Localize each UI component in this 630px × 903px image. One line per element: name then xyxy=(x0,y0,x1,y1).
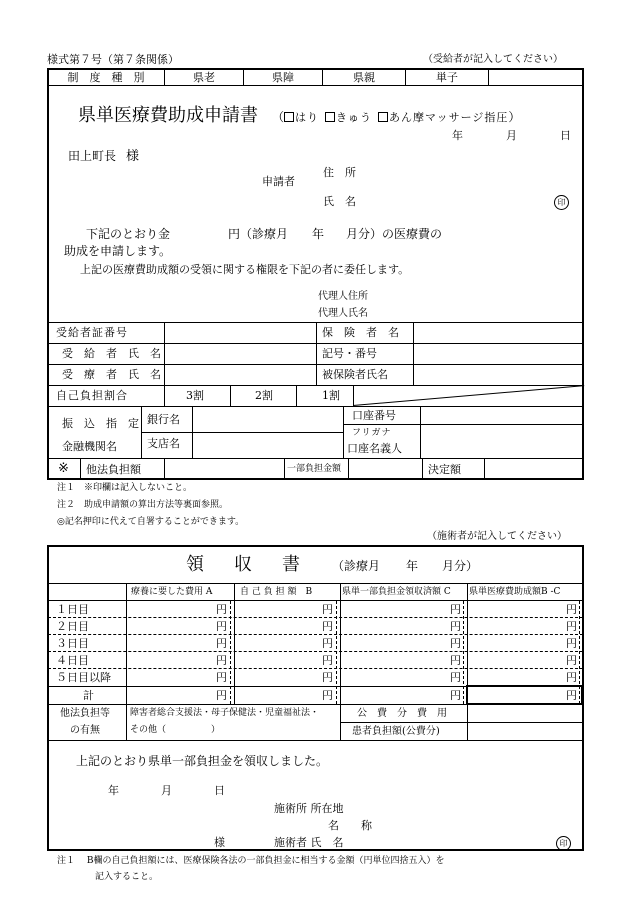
practitioner-note: （施術者が記入してください） xyxy=(427,531,567,542)
checkbox-anma[interactable] xyxy=(378,112,388,122)
other-label-1: 他法負担等 xyxy=(60,708,110,719)
received-text: 上記のとおり県単一部負担金を領収しました。 xyxy=(76,754,329,768)
furigana-label: フリガナ xyxy=(352,428,392,438)
facility-address-label: 施術所 所在地 xyxy=(274,802,344,815)
row-label: ３日目 xyxy=(56,637,89,650)
yen-unit: 円 xyxy=(450,689,461,702)
yen-unit: 円 xyxy=(216,603,227,616)
name-label: 氏 名 xyxy=(323,195,356,208)
yen-unit: 円 xyxy=(216,671,227,684)
account-number-label: 口座番号 xyxy=(352,409,396,422)
recipient-name-label: 受 給 者 氏 名 xyxy=(62,347,161,360)
applicant-label: 申請者 xyxy=(262,175,295,188)
row-label: ２日目 xyxy=(56,620,89,633)
branch-label: 支店名 xyxy=(147,437,180,450)
col-a-header: 療養に要した費用 A xyxy=(131,587,213,597)
yen-unit: 円 xyxy=(216,689,227,702)
system-option-tanshi[interactable]: 単子 xyxy=(436,71,458,84)
public-expense-label: 公 費 分 費 用 xyxy=(357,708,447,719)
copay-3[interactable]: 3割 xyxy=(186,389,204,402)
sama-label: 様 xyxy=(214,836,225,849)
date-year: 年 xyxy=(452,129,463,142)
yen-unit: 円 xyxy=(566,637,577,650)
receipt-month: 月 xyxy=(161,784,172,797)
other-payment-label: 他法負担額 xyxy=(86,463,141,476)
note-1: 注１ ※印欄は記入しないこと。 xyxy=(57,483,193,493)
filler-note: （受給者が記入してください） xyxy=(423,54,563,65)
system-option-kenshin[interactable]: 県親 xyxy=(353,71,375,84)
insurer-label: 保 険 者 名 xyxy=(322,326,399,339)
yen-unit: 円 xyxy=(566,671,577,684)
yen-unit: 円 xyxy=(566,654,577,667)
body-line2: 助成を申請します。 xyxy=(64,244,172,258)
yen-unit: 円 xyxy=(566,689,577,702)
yen-unit: 円 xyxy=(450,620,461,633)
other-law-2: その他（ ） xyxy=(130,725,221,735)
col-c-header: 県単一部負担金領収済額 C xyxy=(342,587,451,597)
transfer-label: 振 込 指 定 xyxy=(62,417,139,430)
yen-unit: 円 xyxy=(322,671,333,684)
system-option-kenro[interactable]: 県老 xyxy=(193,71,215,84)
bank-label: 銀行名 xyxy=(147,413,180,426)
account-holder-label: 口座名義人 xyxy=(347,442,402,455)
yen-unit: 円 xyxy=(216,654,227,667)
body-amount: 下記のとおり金 円（診療月 年 月分）の医療費の xyxy=(86,227,443,241)
system-label: 制 度 種 別 xyxy=(67,71,145,84)
yen-unit: 円 xyxy=(450,603,461,616)
symbol-number-label: 記号・番号 xyxy=(322,347,377,360)
yen-unit: 円 xyxy=(216,620,227,633)
receipt-subtitle: （診療月 年 月分） xyxy=(332,559,479,573)
row-label: ４日目 xyxy=(56,654,89,667)
date-day: 日 xyxy=(560,129,571,142)
checkbox-kyu[interactable] xyxy=(325,112,335,122)
form-number: 様式第７号（第７条関係） xyxy=(47,53,179,66)
row-label: ５日目以降 xyxy=(56,671,111,684)
yen-unit: 円 xyxy=(450,671,461,684)
footer-note-2: 記入すること。 xyxy=(95,872,159,882)
decision-amount-label: 決定額 xyxy=(428,463,461,476)
copay-1[interactable]: 1割 xyxy=(322,389,340,402)
note-2: 注２ 助成申請額の算出方法等裏面参照。 xyxy=(57,500,229,510)
yen-unit: 円 xyxy=(322,637,333,650)
total-label: 計 xyxy=(83,689,94,702)
title-options: （ はり きゅう あん摩マッサージ指圧） xyxy=(272,110,521,124)
patient-burden-label: 患者負担額(公費分) xyxy=(352,726,440,737)
receipt-title: 領 収 書 xyxy=(186,554,306,575)
date-month: 月 xyxy=(506,129,517,142)
other-label-2: の有無 xyxy=(70,725,100,736)
agent-address-label: 代理人住所 xyxy=(318,291,368,302)
col-d-header: 県単医療費助成額B -C xyxy=(469,587,561,597)
cert-number-label: 受給者証番号 xyxy=(56,326,128,339)
insured-name-label: 被保険者氏名 xyxy=(322,368,388,381)
addressee: 田上町長 様 xyxy=(68,149,140,164)
receipt-day: 日 xyxy=(214,784,225,797)
note-3: ◎記名押印に代えて自署することができます。 xyxy=(57,517,245,527)
agent-name-label: 代理人氏名 xyxy=(318,308,368,319)
yen-unit: 円 xyxy=(216,637,227,650)
yen-unit: 円 xyxy=(322,689,333,702)
col-b-header: 自 己 負 担 額 B xyxy=(240,587,313,597)
seal-icon: 印 xyxy=(556,836,571,851)
address-label: 住 所 xyxy=(323,166,356,179)
receipt-year: 年 xyxy=(108,784,119,797)
patient-name-label: 受 療 者 氏 名 xyxy=(62,368,161,381)
row-label: １日目 xyxy=(56,603,89,616)
office-mark: ※ xyxy=(58,461,69,476)
institution-label: 金融機関名 xyxy=(62,440,117,453)
system-option-kensho[interactable]: 県障 xyxy=(272,71,294,84)
facility-name-label: 名 称 xyxy=(328,819,372,832)
yen-unit: 円 xyxy=(322,603,333,616)
copay-label: 自己負担割合 xyxy=(56,389,128,402)
yen-unit: 円 xyxy=(322,654,333,667)
yen-unit: 円 xyxy=(322,620,333,633)
yen-unit: 円 xyxy=(566,603,577,616)
partial-payment-label: 一部負担金額 xyxy=(287,464,342,474)
checkbox-hari[interactable] xyxy=(284,112,294,122)
yen-unit: 円 xyxy=(566,620,577,633)
other-law-1: 障害者総合支援法・母子保健法・児童福祉法・ xyxy=(130,708,320,718)
practitioner-name-label: 施術者 氏 名 xyxy=(274,836,344,849)
body-line3: 上記の医療費助成額の受領に関する権限を下記の者に委任します。 xyxy=(80,263,410,276)
yen-unit: 円 xyxy=(450,637,461,650)
footer-note-1: 注１ B欄の自己負担額には、医療保険各法の一部負担金に相当する金額（円単位四捨五入）を xyxy=(57,856,445,866)
copay-2[interactable]: 2割 xyxy=(255,389,273,402)
divider xyxy=(48,85,583,86)
yen-unit: 円 xyxy=(450,654,461,667)
seal-icon: 印 xyxy=(554,195,569,210)
application-title: 県単医療費助成申請書 xyxy=(78,105,258,126)
